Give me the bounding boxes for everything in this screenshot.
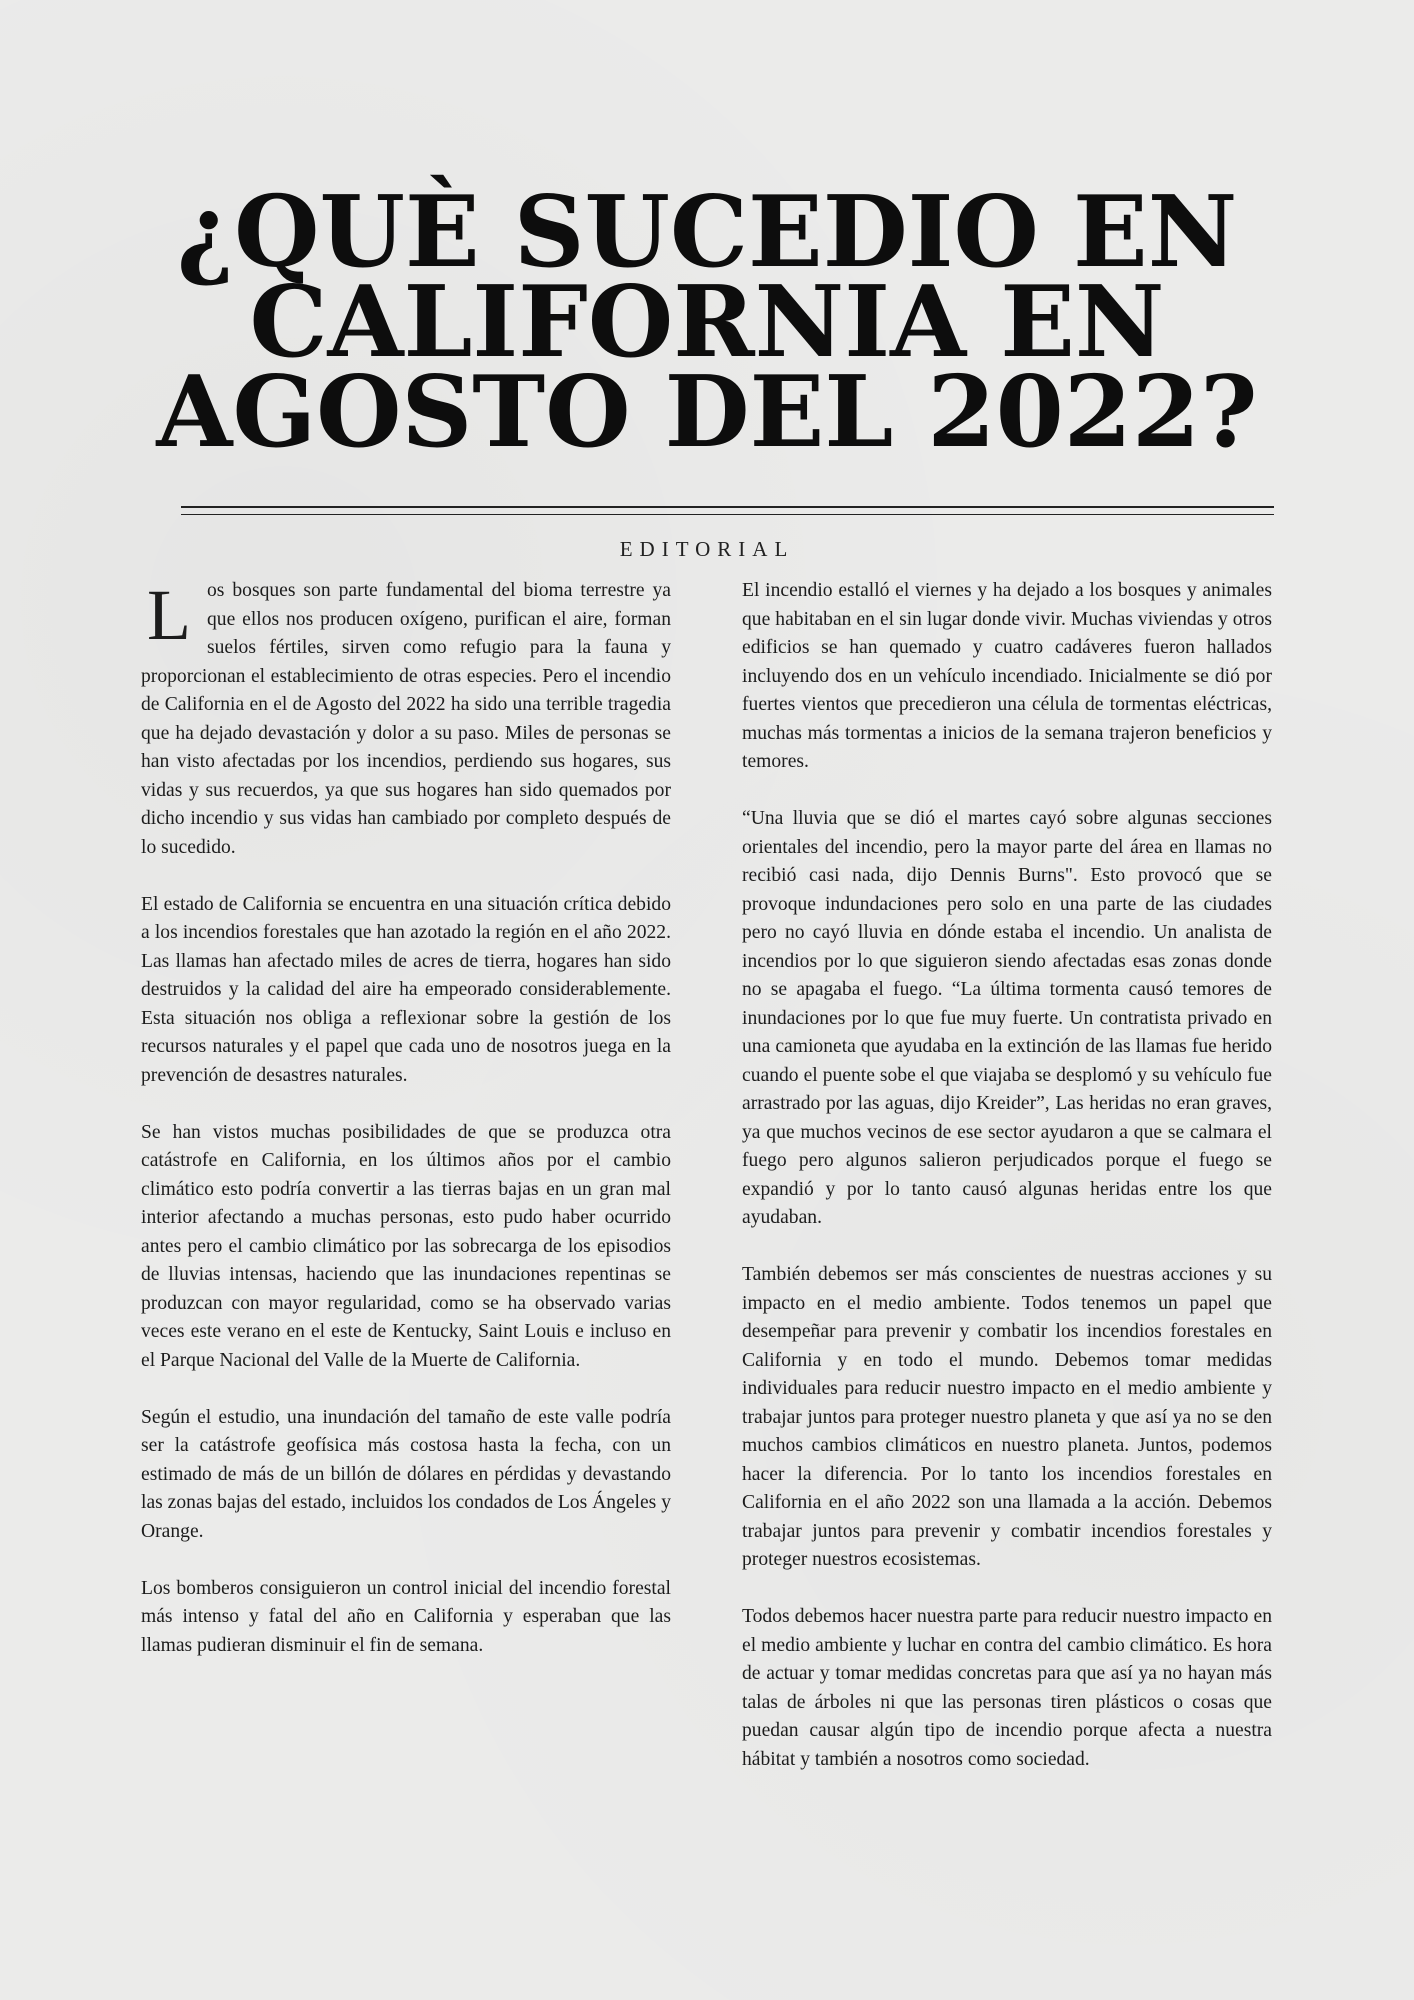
- article-title: ¿QUÈ SUCEDIO EN CALIFORNIA EN AGOSTO DEL 2022?: [156, 175, 1258, 470]
- drop-cap: L: [147, 575, 191, 655]
- right-column: [742, 577, 1272, 1774]
- left-paragraph-4: Según el estudio, una inundación del tamaño de este valle podría ser la catástrofe geofísica más costosa hasta la fecha, con un estimado de más de un billón de dólares en pérdidas y devastando las zonas bajas del estado, incluidos los condados de Los Ángeles y Orange.: [141, 1406, 672, 1542]
- left-paragraph-1: [141, 577, 671, 862]
- title-divider-thin: [181, 514, 1274, 515]
- right-paragraph-2: “Una lluvia que se dió el martes cayó sobre algunas secciones orientales del incendio, pero la mayor parte del área en llamas no recibió casi nada, dijo Dennis Burns". Esto provocó que se provoque indundaciones pero solo en una parte de las ciudades pero no cayó lluvia en dónde estaba el incendio. Un analista de incendios por lo que siguieron siendo afectadas esas zonas donde no se apagaba el fuego. “La última tormenta causó temores de inundaciones por lo que fue muy fuerte. Un contratista privado en una camioneta que ayudaba en la extinción de las llamas fue herido cuando el puente sobe el que viajaba se desplomó y su vehículo fue arrastrado por las aguas, dijo Kreider”, Las heridas no eran graves, ya que muchos vecinos de ese sector ayudaron a que se calmara el fuego pero algunos salieron perjudicados porque el fuego se expandió y por lo tanto causó algunas heridas entre los que ayudaban.: [742, 808, 1272, 1228]
- left-paragraph-2: El estado de California se encuentra en una situación crítica debido a los incendios forestales que han azotado la región en el año 2022. Las llamas han afectado miles de acres de tierra, hogares han sido destruidos y la calidad del aire ha empeorado considerablemente. Esta situación nos obliga a reflexionar sobre la gestión de los recursos naturales y el papel que cada uno de nosotros juega en la prevención de desastres naturales.: [141, 893, 671, 1086]
- left-column: [141, 577, 671, 1660]
- left-paragraph-3: Se han vistos muchas posibilidades de que se produzca otra catástrofe en California, en los últimos años por el cambio climático esto podría convertir a las tierras bajas en un gran mal interior afectando a muchas personas, esto pudo haber ocurrido antes pero el cambio climático por las sobrecarga de los episodios de lluvias intensas, haciendo que las inundaciones repentinas se produzcan con mayor regularidad, como se ha observado varias veces este verano en el este de Kentucky, Saint Louis e incluso en el Parque Nacional del Valle de la Muerte de California.: [141, 1121, 671, 1371]
- section-label: EDITORIAL: [619, 537, 795, 561]
- left-paragraph-1-text: os bosques son parte fundamental del bioma terrestre ya que ellos nos producen oxígeno, purifican el aire, forman suelos fértiles, sirven como refugio para la fauna y proporcionan el establecimiento de otras especies. Pero el incendio de California en el de Agosto del 2022 ha sido una terrible tragedia que ha dejado devastación y dolor a su paso. Miles de personas se han visto afectadas por los incendios, perdiendo sus hogares, sus vidas y sus recuerdos, ya que sus hogares han sido quemados por dicho incendio y sus vidas han cambiado por completo después de lo sucedido.: [141, 580, 671, 858]
- right-paragraph-1: El incendio estalló el viernes y ha dejado a los bosques y animales que habitaban en el sin lugar donde vivir. Muchas viviendas y otros edificios se han quemado y cuatro cadáveres fueron hallados incluyendo dos en un vehículo incendiado. Inicialmente se dió por fuertes vientos que precedieron una célula de tormentas eléctricas, muchas más tormentas a inicios de la semana trajeron beneficios y temores.: [742, 580, 1272, 772]
- left-paragraph-5: Los bomberos consiguieron un control inicial del incendio forestal más intenso y fatal del año en California y esperaban que las llamas pudieran disminuir el fin de semana.: [141, 1577, 671, 1656]
- right-paragraph-3: También debemos ser más conscientes de nuestras acciones y su impacto en el medio ambiente. Todos tenemos un papel que desempeñar para prevenir y combatir los incendios forestales en California y en todo el mundo. Debemos tomar medidas individuales para reducir nuestro impacto en el medio ambiente y trabajar juntos para proteger nuestro planeta y que así ya no se den muchos cambios climáticos en nuestro planeta. Juntos, podemos hacer la diferencia. Por lo tanto los incendios forestales en California en el año 2022 son una llamada a la acción. Debemos trabajar juntos para prevenir y combatir incendios forestales y proteger nuestros ecosistemas.: [742, 1264, 1272, 1570]
- title-divider-thick: [181, 506, 1274, 508]
- right-paragraph-4: Todos debemos hacer nuestra parte para reducir nuestro impacto en el medio ambiente y luchar en contra del cambio climático. Es hora de actuar y tomar medidas concretas para que así ya no hayan más talas de árboles ni que las personas tiren plásticos o cosas que puedan causar algún tipo de incendio porque afecta a nuestra hábitat y también a nosotros como sociedad.: [742, 1606, 1272, 1770]
